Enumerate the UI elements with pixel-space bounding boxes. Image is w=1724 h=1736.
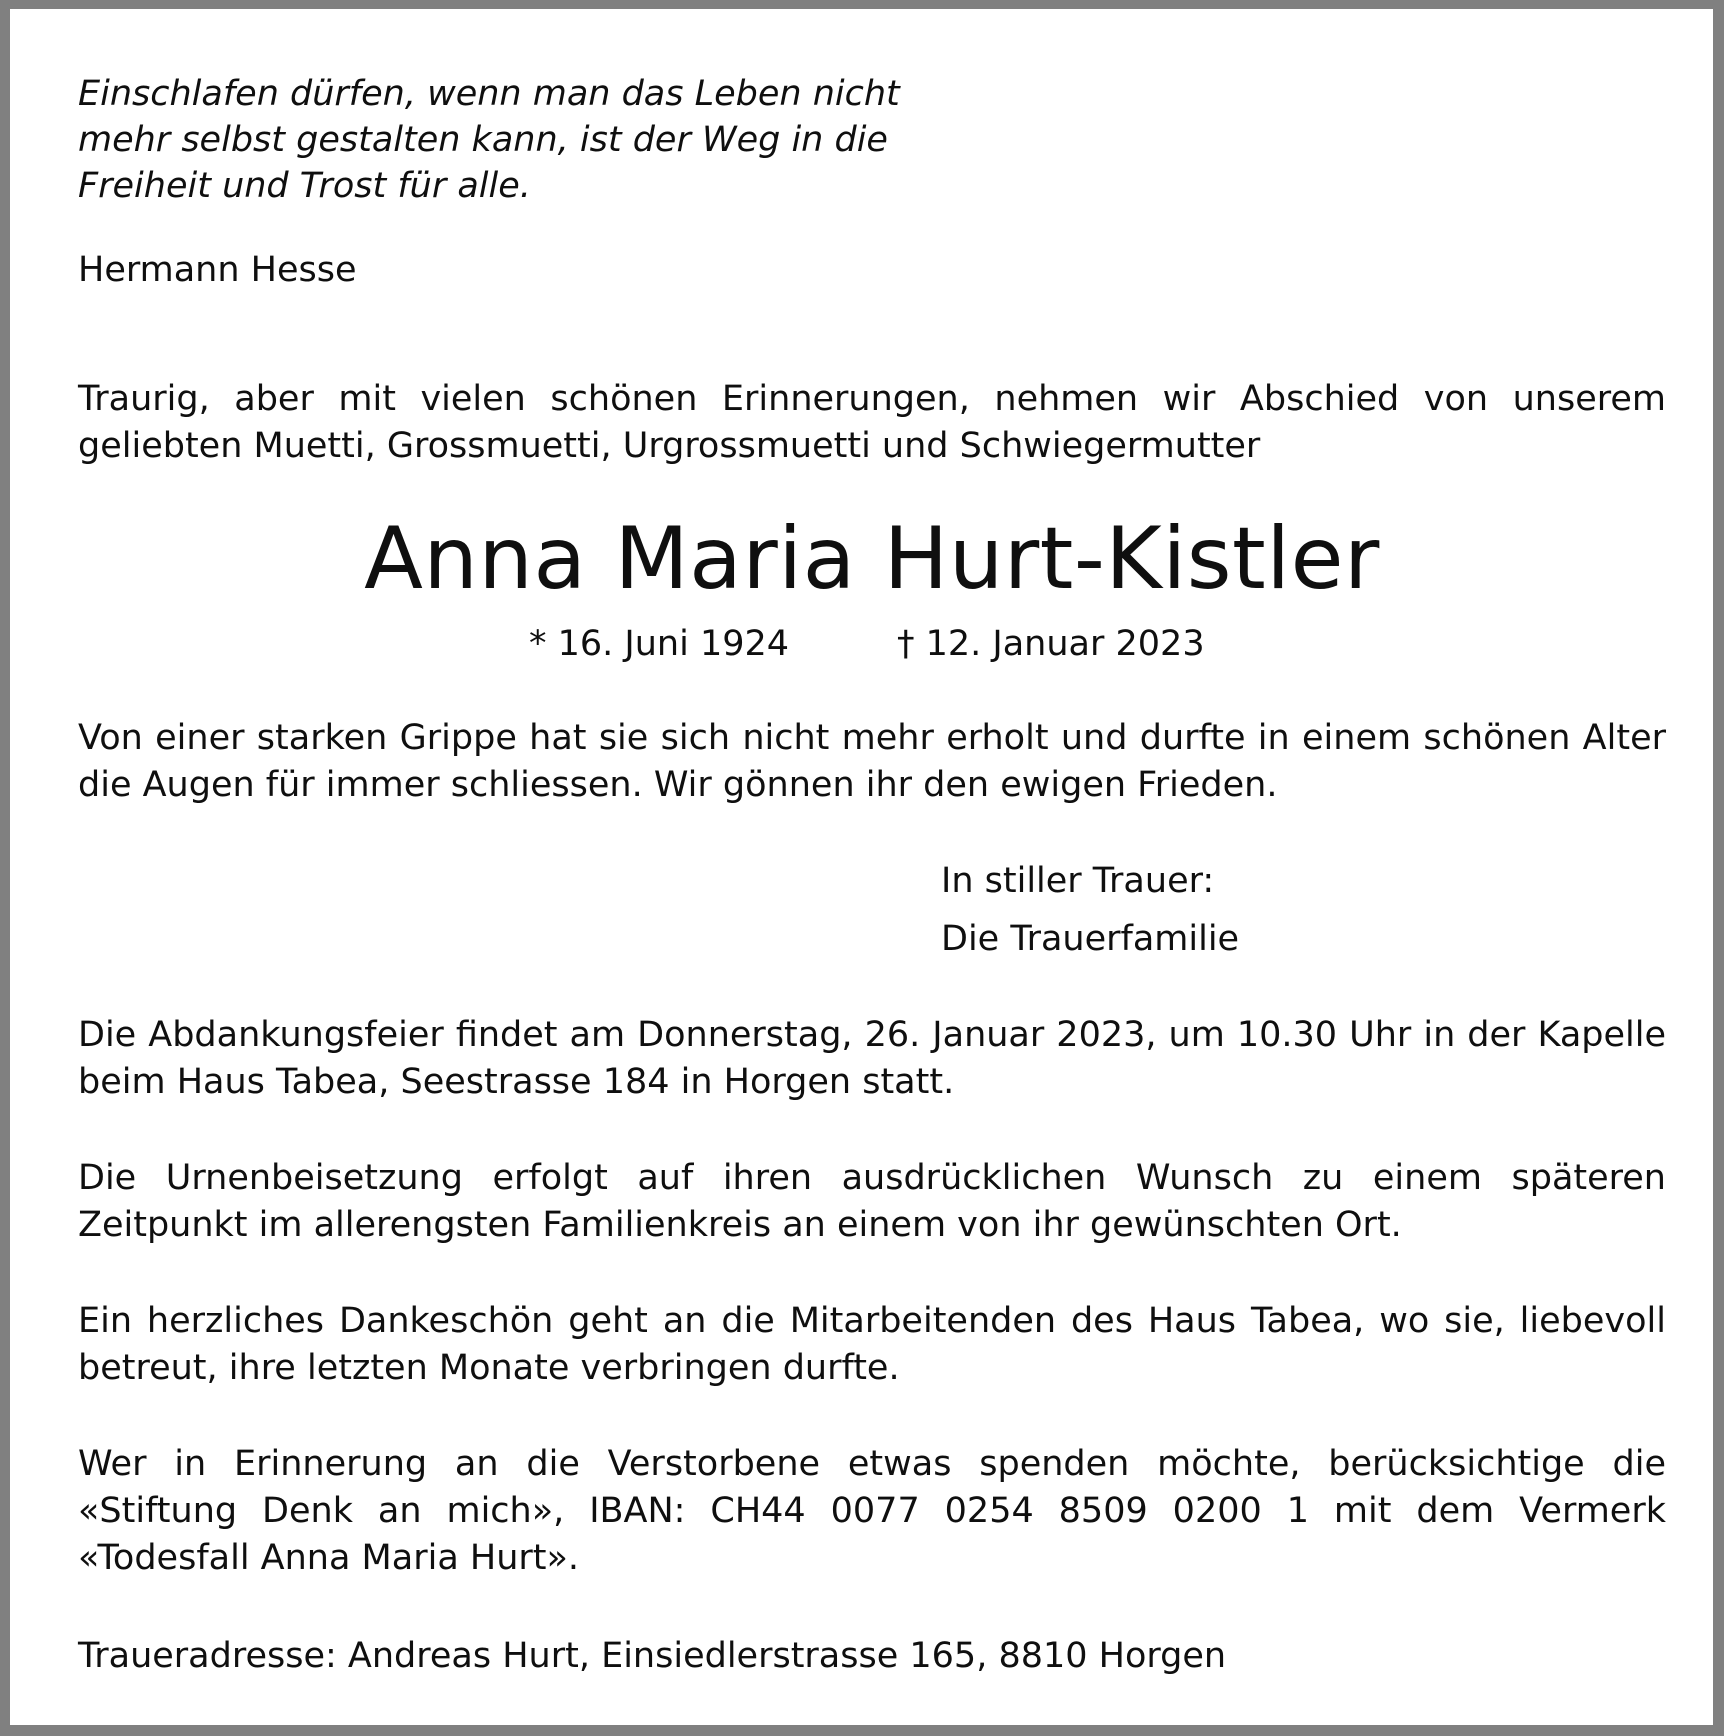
urn-line: Die Urnenbeisetzung erfolgt auf ihren ausdrücklichen Wunsch zu einem späteren bbox=[78, 1158, 1666, 1198]
donation-paragraph bbox=[78, 1441, 1666, 1582]
thanks-line: Ein herzliches Dankeschön geht an die Mitarbeitenden des Haus Tabea, wo sie, liebevoll bbox=[78, 1301, 1666, 1341]
donation-line: Wer in Erinnerung an die Verstorbene etwas spenden möchte, berücksichtige die bbox=[78, 1444, 1666, 1484]
quote-line: Freiheit und Trost für alle. bbox=[78, 166, 531, 206]
intro-paragraph bbox=[78, 376, 1666, 470]
deceased-name: Anna Maria Hurt-Kistler bbox=[364, 509, 1380, 609]
thanks-paragraph bbox=[78, 1298, 1666, 1392]
illness-paragraph bbox=[78, 715, 1666, 809]
birth-date: * 16. Juni 1924 bbox=[529, 624, 790, 664]
epigraph-quote bbox=[78, 71, 1666, 209]
quote-author: Hermann Hesse bbox=[78, 250, 357, 290]
illness-line: Von einer starken Grippe hat sie sich nicht mehr erholt und durfte in einem schönen Alter bbox=[78, 718, 1666, 758]
family-signature: Die Trauerfamilie bbox=[941, 919, 1240, 959]
urn-paragraph bbox=[78, 1155, 1666, 1249]
ceremony-line: beim Haus Tabea, Seestrasse 184 in Horgen statt. bbox=[78, 1062, 955, 1102]
ceremony-line: Die Abdankungsfeier findet am Donnerstag, 26. Januar 2023, um 10.30 Uhr in der Kapelle bbox=[78, 1015, 1666, 1055]
mourning-label: In stiller Trauer: bbox=[941, 861, 1215, 901]
thanks-line: betreut, ihre letzten Monate verbringen durfte. bbox=[78, 1348, 900, 1388]
donation-line: «Todesfall Anna Maria Hurt». bbox=[78, 1538, 580, 1578]
intro-line: Traurig, aber mit vielen schönen Erinnerungen, nehmen wir Abschied von unserem bbox=[78, 379, 1666, 419]
death-date: † 12. Januar 2023 bbox=[897, 624, 1205, 664]
quote-line: Einschlafen dürfen, wenn man das Leben nicht bbox=[78, 74, 900, 114]
quote-line: mehr selbst gestalten kann, ist der Weg in die bbox=[78, 120, 888, 160]
illness-line: die Augen für immer schliessen. Wir gönnen ihr den ewigen Frieden. bbox=[78, 765, 1278, 805]
intro-line: geliebten Muetti, Grossmuetti, Urgrossmuetti und Schwiegermutter bbox=[78, 426, 1261, 466]
mourning-address: Traueradresse: Andreas Hurt, Einsiedlerstrasse 165, 8810 Horgen bbox=[78, 1636, 1227, 1676]
urn-line: Zeitpunkt im allerengsten Familienkreis an einem von ihr gewünschten Ort. bbox=[78, 1205, 1402, 1245]
donation-line: «Stiftung Denk an mich», IBAN: CH44 0077 0254 8509 0200 1 mit dem Vermerk bbox=[78, 1491, 1666, 1531]
ceremony-paragraph bbox=[78, 1012, 1666, 1106]
